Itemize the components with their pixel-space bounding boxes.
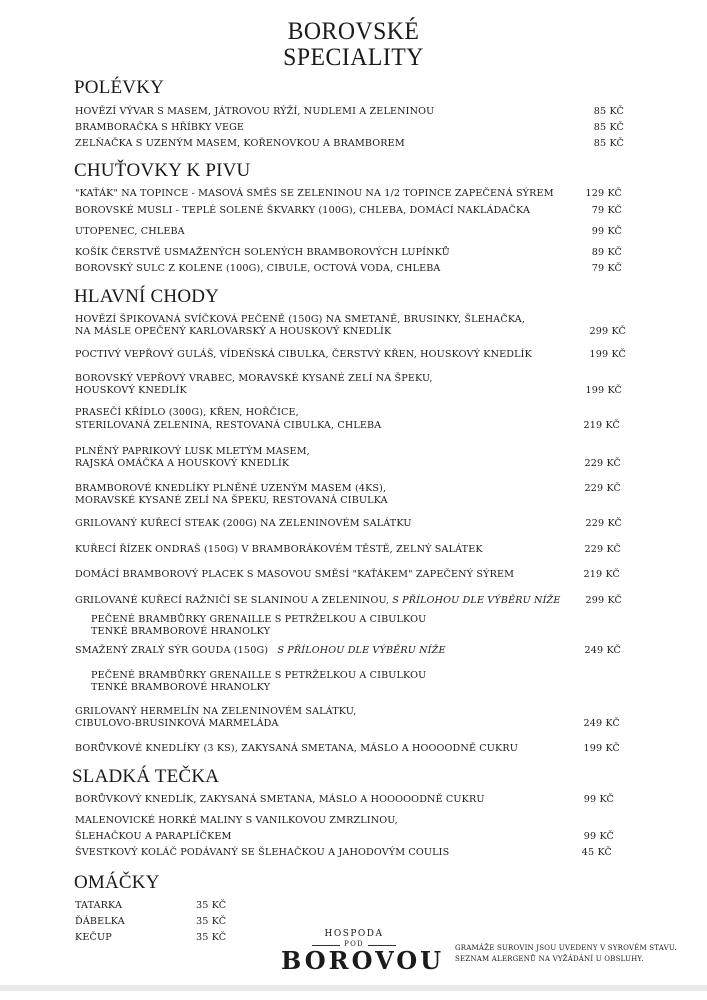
menu-item-name: BOROVSKÝ SULC Z KOLENE (100G), CIBULE, OCTOVÁ VODA, CHLEBA (75, 263, 441, 274)
menu-item-price: 299 KČ (585, 595, 622, 606)
menu-title-line2: SPECIALITY (283, 44, 424, 71)
menu-item-price: 89 KČ (591, 247, 622, 258)
menu-item-name: DOMÁCÍ BRAMBOROVÝ PLACEK S MASOVOU SMĚSÍ "KAŤÁKEM" ZAPEČENÝ SÝREM (75, 569, 515, 580)
menu-item-name (75, 595, 561, 607)
sauce-price: 35 KČ (196, 900, 227, 911)
menu-item-name: GRILOVANÝ KUŘECÍ STEAK (200G) NA ZELENINOVÉM SALÁTKU (75, 518, 412, 529)
side-dish-note: S PŘÍLOHOU DLE VÝBĚRU NÍŽE (277, 645, 446, 656)
section-heading-desserts: SLADKÁ TEČKA (72, 766, 220, 787)
menu-item-name-text: SMAŽENÝ ZRALÝ SÝR GOUDA (150G) (75, 645, 269, 656)
menu-item-name: ŠVESTKOVÝ KOLÁČ PODÁVANÝ SE ŠLEHAČKOU A JAHODOVÝM COULIS (75, 847, 450, 858)
section-heading-sauces: OMÁČKY (74, 872, 160, 893)
side-dish-option: TENKÉ BRAMBOROVÉ HRANOLKY (91, 682, 271, 693)
menu-item-name-cont: CIBULOVO-BRUSINKOVÁ MARMELÁDA (75, 718, 279, 729)
sauce-name: ĎÁBELKA (75, 916, 125, 927)
menu-item-name-cont: RAJSKÁ OMÁČKA A HOUSKOVÝ KNEDLÍK (75, 458, 290, 469)
menu-item-price: 299 KČ (589, 326, 626, 337)
note-line: GRAMÁŽE SUROVIN JSOU UVEDENY V SYROVÉM STAVU. (455, 944, 677, 952)
menu-item-price: 79 KČ (591, 263, 622, 274)
menu-item-price: 85 KČ (593, 122, 624, 133)
menu-item-name: UTOPENEC, CHLEBA (75, 226, 185, 237)
menu-item-price: 85 KČ (593, 138, 624, 149)
menu-item-price: 229 KČ (584, 544, 621, 555)
menu-item-name: PRASEČÍ KŘÍDLO (300G), KŘEN, HOŘČICE, (75, 407, 299, 418)
menu-item-name: HOVĚZÍ ŠPIKOVANÁ SVÍČKOVÁ PEČENĚ (150G) NA SMETANĚ, BRUSINKY, ŠLEHAČKA, (75, 314, 526, 325)
menu-item-price: 229 KČ (584, 458, 621, 469)
logo-text-borovou: BOROVOU (281, 946, 445, 975)
menu-item-price: 99 KČ (591, 226, 622, 237)
menu-item-name-cont: STERILOVANÁ ZELENINA, RESTOVANÁ CIBULKA, CHLEBA (75, 420, 382, 431)
sauce-name: KEČUP (75, 932, 112, 943)
menu-item-name: ZELŇAČKA S UZENÝM MASEM, KOŘENOVKOU A BRAMBOREM (75, 138, 405, 149)
sauce-name: TATARKA (75, 900, 123, 911)
menu-item-price: 199 KČ (583, 743, 620, 754)
menu-item-price: 249 KČ (584, 645, 621, 656)
menu-item-price: 199 KČ (585, 385, 622, 396)
menu-item-price: 99 KČ (583, 794, 614, 805)
menu-item-name: BRAMBOROVÉ KNEDLÍKY PLNĚNÉ UZENÝM MASEM (4KS), (75, 483, 387, 494)
section-heading-snacks: CHUŤOVKY K PIVU (74, 160, 251, 181)
menu-item-price: 45 KČ (581, 847, 612, 858)
menu-item-name: BRAMBORAČKA S HŘÍBKY VEGE (75, 122, 245, 133)
menu-item-price: 219 KČ (583, 569, 620, 580)
menu-item-name: BOROVSKÉ MUSLI - TEPLÉ SOLENÉ ŠKVARKY (100G), CHLEBA, DOMÁCÍ NAKLÁDAČKA (75, 205, 531, 216)
logo-text-hospoda: HOSPODA (324, 929, 384, 939)
menu-item-name: KOŠÍK ČERSTVĚ USMAŽENÝCH SOLENÝCH BRAMBOROVÝCH LUPÍNKŮ (75, 247, 450, 258)
menu-item-price: 219 KČ (583, 420, 620, 431)
menu-item-name: BORŮVKOVÉ KNEDLÍKY (3 KS), ZAKYSANÁ SMETANA, MÁSLO A HOOOODNĚ CUKRU (75, 743, 518, 754)
side-dish-note: S PŘÍLOHOU DLE VÝBĚRU NÍŽE (392, 595, 561, 606)
menu-item-price: 99 KČ (583, 831, 614, 842)
menu-item-name-cont: HOUSKOVÝ KNEDLÍK (75, 385, 187, 396)
menu-item-name: MALENOVICKÉ HORKÉ MALINY S VANILKOVOU ZMRZLINOU, (75, 815, 398, 826)
menu-item-name: KUŘECÍ ŘÍZEK ONDRAŠ (150G) V BRAMBORÁKOVÉM TĚSTĚ, ZELNÝ SALÁTEK (75, 544, 483, 555)
menu-item-name: "KAŤÁK" NA TOPINCE - MASOVÁ SMĚS SE ZELENINOU NA 1/2 TOPINCE ZAPEČENÁ SÝREM (75, 188, 554, 199)
side-dish-option: PEČENÉ BRAMBŮRKY GRENAILLE S PETRŽELKOU A CIBULKOU (91, 670, 427, 681)
menu-item-name-text: GRILOVANÉ KUŘECÍ RAŽNIČÍ SE SLANINOU A ZELENINOU, (75, 595, 390, 606)
menu-item-name-cont: ŠLEHAČKOU A PARAPLÍČKEM (75, 831, 232, 842)
sauce-price: 35 KČ (196, 932, 227, 943)
menu-item-price: 199 KČ (589, 349, 626, 360)
side-dish-option: TENKÉ BRAMBOROVÉ HRANOLKY (91, 626, 271, 637)
menu-item-name: PLNĚNÝ PAPRIKOVÝ LUSK MLETÝM MASEM, (75, 446, 310, 457)
menu-item-name-cont: MORAVSKÉ KYSANÉ ZELÍ NA ŠPEKU, RESTOVANÁ CIBULKA (75, 495, 388, 506)
menu-item-price: 249 KČ (583, 718, 620, 729)
menu-item-name: GRILOVANÝ HERMELÍN NA ZELENINOVÉM SALÁTKU, (75, 706, 357, 717)
logo-text-pod: POD (344, 940, 364, 948)
menu-item-name (75, 645, 446, 657)
menu-item-price: 79 KČ (591, 205, 622, 216)
menu-title-line1: BOROVSKÉ (287, 18, 420, 45)
menu-item-name: BOROVSKÝ VEPŘOVÝ VRABEC, MORAVSKÉ KYSANÉ ZELÍ NA ŠPEKU, (75, 373, 433, 384)
section-heading-soups: POLÉVKY (74, 77, 165, 98)
bottom-divider (0, 985, 707, 991)
note-line: SEZNAM ALERGENŮ NA VYŽÁDÁNÍ U OBSLUHY. (455, 955, 644, 963)
sauce-price: 35 KČ (196, 916, 227, 927)
menu-item-price: 85 KČ (593, 106, 624, 117)
menu-item-name: HOVĚZÍ VÝVAR S MASEM, JÁTROVOU RÝŽÍ, NUDLEMI A ZELENINOU (75, 106, 435, 117)
section-heading-mains: HLAVNÍ CHODY (74, 286, 220, 307)
side-dish-option: PEČENÉ BRAMBŮRKY GRENAILLE S PETRŽELKOU A CIBULKOU (91, 614, 427, 625)
menu-item-price: 129 KČ (585, 188, 622, 199)
menu-item-name: POCTIVÝ VEPŘOVÝ GULÁŠ, VÍDEŇSKÁ CIBULKA, ČERSTVÝ KŘEN, HOUSKOVÝ KNEDLÍK (75, 349, 532, 360)
menu-item-name: BORŮVKOVÝ KNEDLÍK, ZAKYSANÁ SMETANA, MÁSLO A HOOOOODNĚ CUKRU (75, 794, 485, 805)
menu-item-name-cont: NA MÁSLE OPEČENÝ KARLOVARSKÝ A HOUSKOVÝ KNEDLÍK (75, 326, 392, 337)
menu-item-price: 229 KČ (585, 518, 622, 529)
menu-item-price: 229 KČ (584, 483, 621, 494)
